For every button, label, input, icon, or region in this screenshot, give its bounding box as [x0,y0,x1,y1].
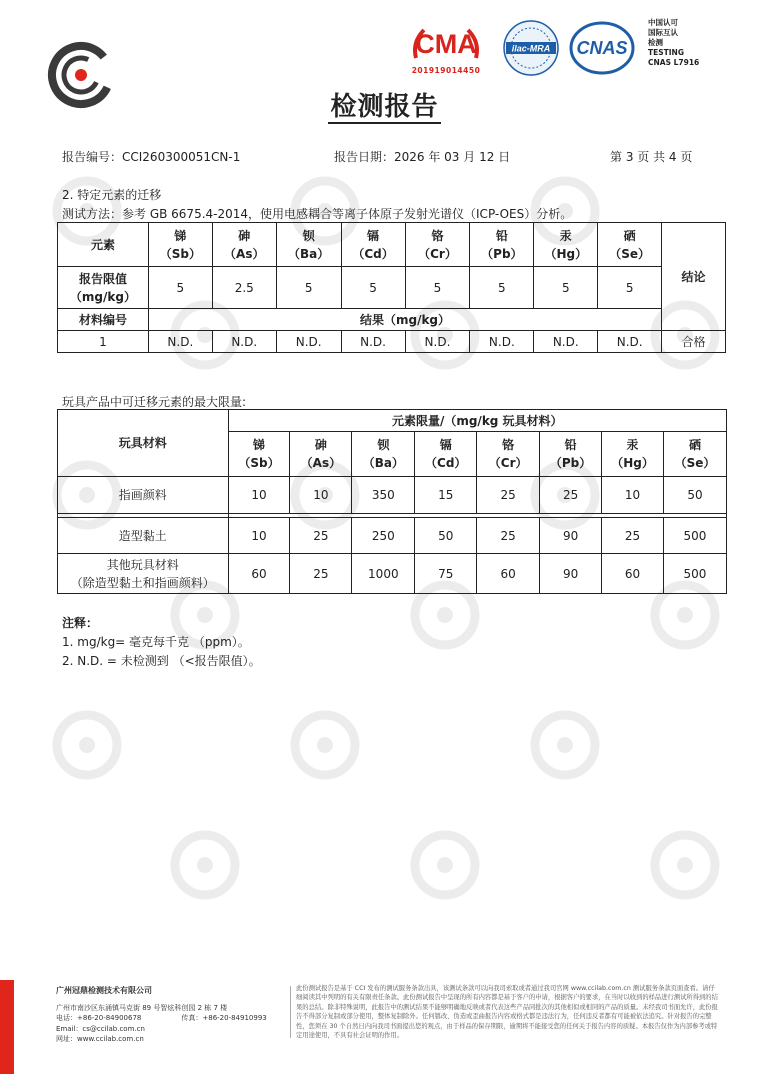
limit-value: 10 [290,477,352,514]
element-name: 铬 [502,438,515,452]
result-row [58,331,726,353]
element-symbol: （As） [224,246,265,261]
element-symbol: （Cr） [418,246,457,261]
material-header-row [58,309,726,331]
limit-value: 500 [663,518,726,554]
element-name: 钡 [302,228,315,243]
element-symbol: （Ba） [362,456,404,470]
section-heading: 2. 特定元素的迁移 [62,188,162,202]
note-item: 2. N.D. = 未检测到 （<报告限值）。 [62,654,261,668]
footer-divider [290,986,291,1038]
note-item: 1. mg/kg= 毫克每千克 （ppm）。 [62,635,250,649]
element-name: 硒 [688,438,701,452]
limit-value: 250 [352,518,415,554]
limit-label-line: 报告限值 [78,271,127,286]
test-method: 测试方法：参考 GB 6675.4-2014，使用电感耦合等离子体原子发射光谱仪（ICP-OES）分析。 [62,207,573,221]
ilac-mra-logo [502,19,560,77]
element-cell [405,223,470,267]
page-title [0,86,769,123]
company-name: 广州冠鼎检测技术有限公司 [56,986,152,995]
limit-value: 2.5 [212,267,276,309]
result-value: N.D. [341,331,405,353]
limit-value: 5 [148,267,212,309]
watermark-logo [410,830,480,900]
element-name: 铬 [431,228,444,243]
result-value: N.D. [534,331,598,353]
element-cell [276,223,341,267]
result-value: N.D. [598,331,662,353]
cnas-info [648,18,699,68]
element-name: 砷 [314,438,327,452]
material-label: 材料编号 [58,309,149,331]
element-symbol: （Cd） [425,456,467,470]
result-value: N.D. [470,331,534,353]
page-number: 第 3 页 共 4 页 [610,150,693,164]
watermark-logo [290,710,360,780]
element-cell [352,432,415,477]
element-name: 砷 [238,228,251,243]
element-name: 铅 [564,438,577,452]
element-symbol: （Pb） [549,456,592,470]
element-symbol: （Sb） [159,246,201,261]
element-name: 铅 [495,228,508,243]
limit-value: 5 [598,267,662,309]
cma-label: CMA [415,29,477,59]
company-address: 广州市南沙区东涌镇马克街 89 号智炫科创园 2 栋 7 楼 [56,1003,228,1012]
notes [62,614,261,671]
limit-value: 90 [540,554,602,594]
limit-value: 5 [405,267,470,309]
element-cell [477,432,540,477]
element-cell [415,432,477,477]
limit-column-header: 元素限量/（mg/kg 玩具材料） [228,410,726,432]
material-column-header: 玩具材料 [58,410,229,477]
limit-row [58,267,726,309]
element-name: 硒 [623,228,636,243]
conclusion-value: 合格 [662,331,726,353]
limit-value: 25 [290,554,352,594]
limits-header-row [58,410,727,432]
element-name: 镉 [367,228,380,243]
element-symbol: （Se） [674,456,716,470]
element-label: 元素 [58,223,149,267]
limits-heading: 玩具产品中可迁移元素的最大限量: [62,395,247,409]
limit-value: 10 [228,477,290,514]
watermark-logo [52,710,122,780]
material-number: 1 [58,331,149,353]
limit-value: 25 [477,518,540,554]
cma-logo-icon [410,22,482,62]
element-cell [540,432,602,477]
element-header-row [58,223,726,267]
limit-value: 60 [228,554,290,594]
element-name: 汞 [559,228,572,243]
limit-label-unit: （mg/kg） [69,289,136,304]
conclusion-header: 结论 [662,223,726,331]
limit-value: 25 [602,518,664,554]
result-label: 结果（mg/kg） [148,309,661,331]
element-cell [598,223,662,267]
cnas-info-line: CNAS L7916 [648,58,700,67]
limit-value: 90 [540,518,602,554]
table-row [58,554,727,594]
element-cell [341,223,405,267]
limit-value: 350 [352,477,415,514]
ilac-label: ilac-MRA [511,43,551,54]
element-cell [228,432,290,477]
limit-value: 60 [477,554,540,594]
cnas-info-line: 国际互认 [648,28,678,37]
cnas-label: CNAS [576,38,628,58]
material-name: 造型黏土 [58,518,229,554]
result-value: N.D. [276,331,341,353]
footer-disclaimer: 此份测试报告是基于 CCI 发布的测试服务条款出具，该测试条款可以向我司索取或者通过我司官网 www.ccilab.com.cn 测试服务条款页面查看。请仔细阅读其中列明的有关有限责任条款。此份测试报告中呈现的所有内容都是基于客户的申请，根据客户的要求，在当时以收到的样品进行测试所得到的结果的总结。除非特殊说明，此报告中的测试结果不能够明确地反映或者代表这些产品同批次的其他相似或相同的产品的质量。未经我司书面允许，此份报告不得部分复制或部分使用，整体复制除外。任何篡改、伪造或歪曲报告内容或格式都是违法行为，任何违反者都有可能被依法追究。针对报告的完整性，您须在 30 个自然日内向我司书面提出您的观点，由于样品的保存期限，逾期将不能接受您的任何关于报告内容的质疑。本报告仅作为内部参考或特定用途使用，不具有社会证明的作用。 [296,985,718,1040]
limit-value: 75 [415,554,477,594]
element-cell [534,223,598,267]
limit-value: 10 [602,477,664,514]
migration-results-table [57,222,726,353]
watermark-logo [650,830,720,900]
cnas-info-line: 检测 [648,38,663,47]
limit-value: 25 [477,477,540,514]
limit-value: 25 [290,518,352,554]
element-symbol: （Hg） [611,456,654,470]
cnas-info-line: 中国认可 [648,18,678,27]
element-name: 锑 [252,438,265,452]
max-limits-table [57,409,727,594]
limit-value: 50 [663,477,726,514]
company-website: 网址：www.ccilab.com.cn [56,1035,144,1043]
element-symbol: （Hg） [544,246,588,261]
element-name: 锑 [174,228,187,243]
table-row [58,518,727,554]
element-symbol: （Cd） [352,246,394,261]
material-name-line: 其他玩具材料 [106,557,179,572]
watermark-logo [530,710,600,780]
limit-value: 15 [415,477,477,514]
cma-number: 201919014450 [411,66,481,75]
limit-value: 5 [470,267,534,309]
result-value: N.D. [405,331,470,353]
cnas-logo [568,20,636,76]
limit-value: 25 [540,477,602,514]
result-value: N.D. [212,331,276,353]
element-symbol: （Pb） [481,246,523,261]
element-symbol: （Ba） [288,246,330,261]
element-cell [148,223,212,267]
element-cell [290,432,352,477]
table-row [58,477,727,514]
report-number: 报告编号：CCI260300051CN-1 [62,150,241,164]
limit-value: 5 [276,267,341,309]
notes-title: 注释： [62,616,99,630]
report-date: 报告日期：2026 年 03 月 12 日 [334,150,511,164]
element-symbol: （Sb） [238,456,280,470]
limit-value: 5 [534,267,598,309]
company-phone: 电话：+86-20-84900678 [56,1014,142,1022]
company-phone-fax [56,1013,267,1024]
element-cell [470,223,534,267]
cma-mark [410,22,482,74]
limit-value: 500 [663,554,726,594]
element-symbol: （Cr） [488,456,528,470]
material-name: 指画颜料 [58,477,229,514]
element-symbol: （Se） [609,246,651,261]
company-fax: 传真：+86-20-84910993 [181,1014,267,1022]
element-cell [602,432,664,477]
element-cell [212,223,276,267]
result-value: N.D. [148,331,212,353]
footer-accent-bar [0,980,14,1074]
element-name: 镉 [439,438,452,452]
limit-value: 50 [415,518,477,554]
limit-value: 1000 [352,554,415,594]
page-title-text: 检测报告 [330,92,439,122]
element-symbol: （As） [300,456,342,470]
limit-value: 60 [602,554,664,594]
limit-value: 10 [228,518,290,554]
element-name: 钡 [377,438,390,452]
watermark-logo [170,830,240,900]
limit-value: 5 [341,267,405,309]
element-cell [663,432,726,477]
footer-contact [56,986,267,1045]
cnas-info-line: TESTING [648,48,684,57]
material-name [58,554,229,594]
material-name-note: （除造型黏土和指画颜料） [70,575,215,590]
element-name: 汞 [626,438,639,452]
limit-label [58,267,149,309]
company-email: Email：cs@ccilab.com.cn [56,1024,145,1033]
